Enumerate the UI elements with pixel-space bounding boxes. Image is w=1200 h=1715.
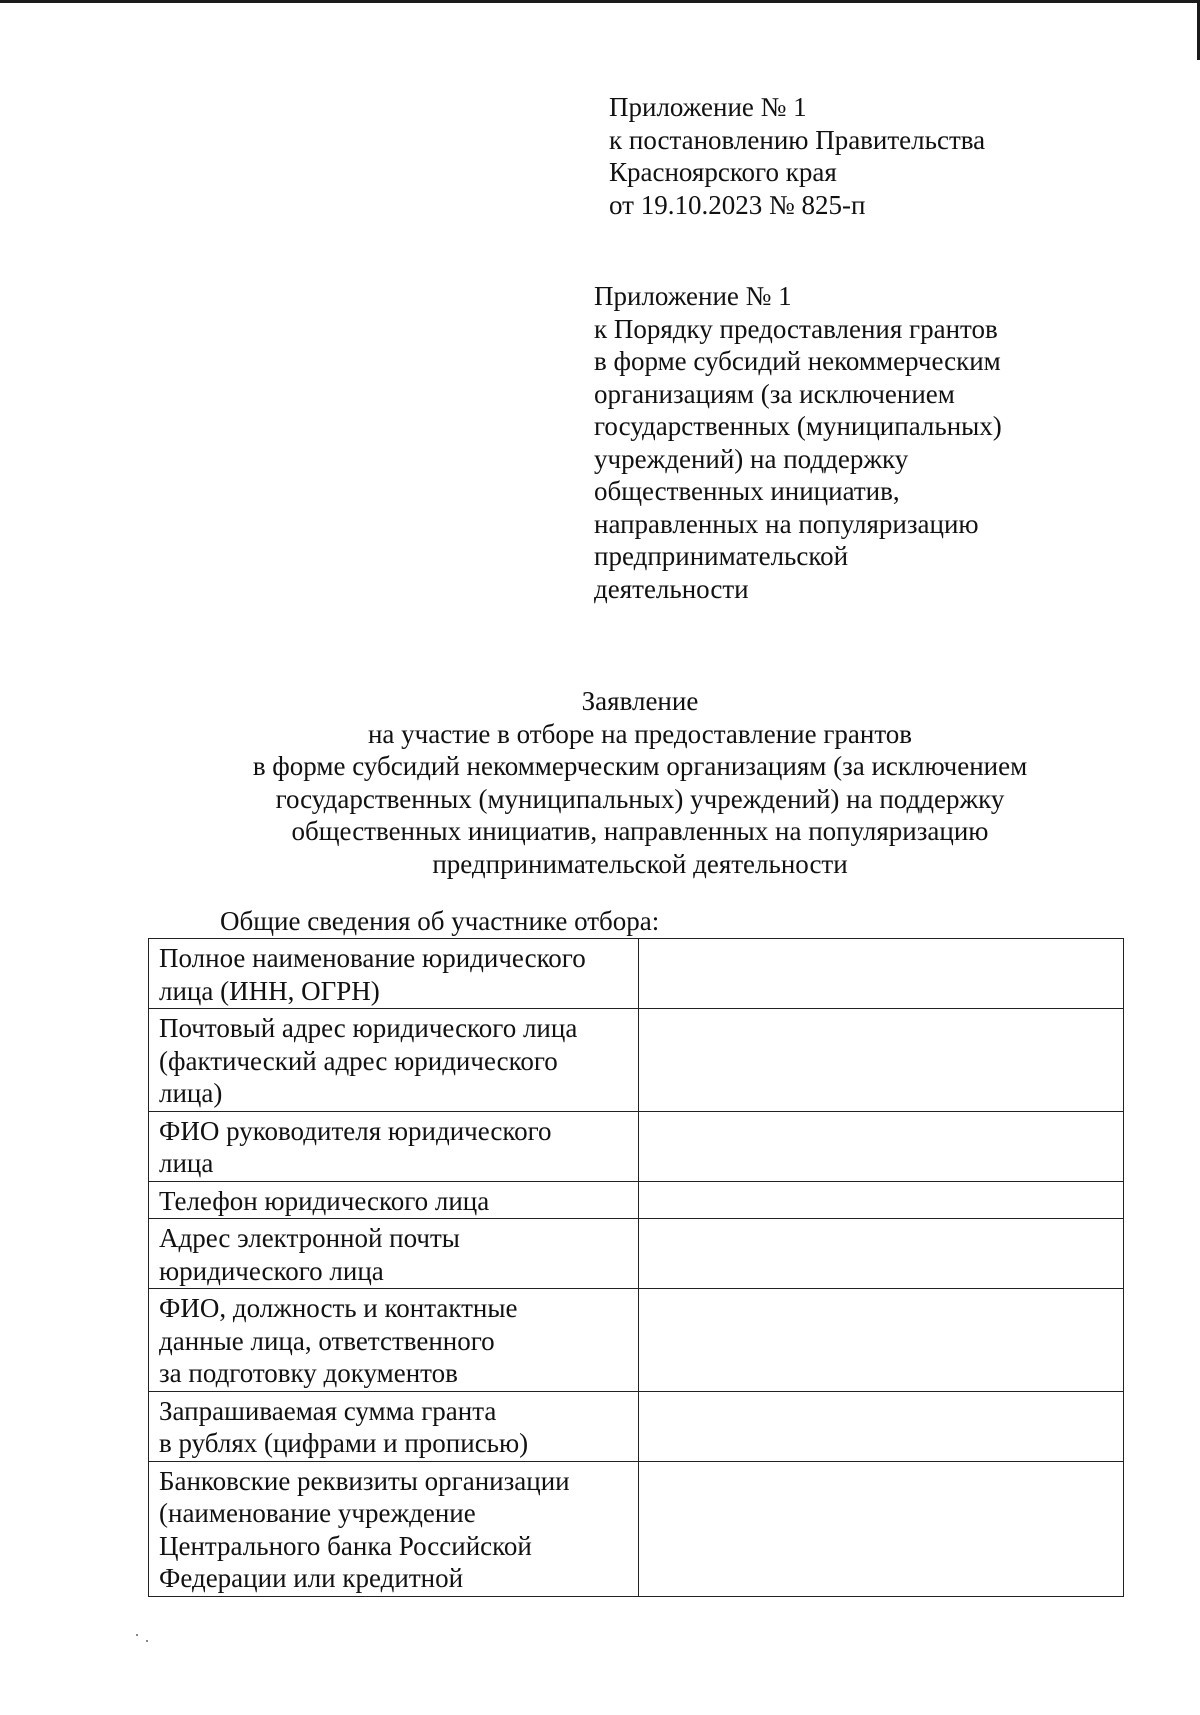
row-value-bank-details[interactable] <box>639 1461 1124 1596</box>
table-row <box>149 1391 1124 1461</box>
row-value-grant-amount[interactable] <box>639 1391 1124 1461</box>
row-label-grant-amount <box>149 1391 639 1461</box>
attachment-order-line: общественных инициатив, <box>594 476 900 506</box>
attachment-order-line: к Порядку предоставления грантов <box>594 313 998 344</box>
label-line: Полное наименование юридического <box>159 943 586 973</box>
attachment-order-line: предпринимательской <box>594 541 849 571</box>
title-line: Заявление <box>581 686 699 716</box>
label-line: ФИО, должность и контактные <box>159 1293 518 1323</box>
table-row <box>149 1461 1124 1596</box>
row-value-director-name[interactable] <box>639 1111 1124 1181</box>
scan-speck <box>136 1634 138 1636</box>
label-line: Почтовый адрес юридического лица <box>159 1013 578 1043</box>
row-label-phone <box>149 1181 639 1219</box>
label-line: (фактический адрес юридического <box>159 1045 558 1076</box>
label-line: Федерации или кредитной <box>159 1563 464 1593</box>
row-label-postal-address <box>149 1009 639 1112</box>
label-line: данные лица, ответственного <box>159 1325 495 1356</box>
scan-top-edge <box>0 0 1200 3</box>
row-value-postal-address[interactable] <box>639 1009 1124 1112</box>
attachment-order-line: направленных на популяризацию <box>594 508 979 539</box>
label-line: Телефон юридического лица <box>159 1185 490 1216</box>
row-value-full-name[interactable] <box>639 939 1124 1009</box>
label-line: лица) <box>159 1078 223 1108</box>
row-label-full-name <box>149 939 639 1009</box>
document-title <box>150 685 1130 880</box>
attachment-order-line: в форме субсидий некоммерческим <box>594 346 1001 376</box>
attachment-govt-line: Красноярского края <box>609 157 837 187</box>
table-row <box>149 1181 1124 1219</box>
participant-info-table <box>148 938 1124 1597</box>
attachment-govt-line: Приложение № 1 <box>609 92 807 122</box>
label-line: лица (ИНН, ОГРН) <box>159 975 380 1006</box>
title-line: в форме субсидий некоммерческим организациям (за исключением <box>252 751 1028 781</box>
table-row <box>149 1219 1124 1289</box>
label-line: Центрального банка Российской <box>159 1530 532 1561</box>
title-line: на участие в отборе на предоставление грантов <box>367 718 913 749</box>
attachment-order-line: Приложение № 1 <box>594 281 792 311</box>
row-value-email[interactable] <box>639 1219 1124 1289</box>
label-line: в рублях (цифрами и прописью) <box>159 1428 529 1458</box>
attachment-order-line: учреждений) на поддержку <box>594 443 909 474</box>
scan-speck <box>146 1640 148 1642</box>
title-line: общественных инициатив, направленных на популяризацию <box>291 816 989 846</box>
label-line: лица <box>159 1148 214 1178</box>
label-line: ФИО руководителя юридического <box>159 1115 552 1146</box>
table-row <box>149 939 1124 1009</box>
label-line: (наименование учреждение <box>159 1498 476 1528</box>
label-line: Запрашиваемая сумма гранта <box>159 1395 497 1426</box>
table-row <box>149 1009 1124 1112</box>
attachment-order-line: государственных (муниципальных) <box>594 411 1002 441</box>
row-value-phone[interactable] <box>639 1181 1124 1219</box>
row-label-director-name <box>149 1111 639 1181</box>
label-line: за подготовку документов <box>159 1358 458 1388</box>
title-line: государственных (муниципальных) учреждений) на поддержку <box>275 783 1005 814</box>
row-label-bank-details <box>149 1461 639 1596</box>
attachment-header-government-resolution <box>609 91 985 221</box>
section-caption: Общие сведения об участнике отбора: <box>220 906 660 936</box>
row-label-responsible-person <box>149 1289 639 1392</box>
title-line: предпринимательской деятельности <box>432 848 848 879</box>
attachment-header-grant-order <box>594 280 1002 605</box>
label-line: Адрес электронной почты <box>159 1223 460 1253</box>
table-row <box>149 1111 1124 1181</box>
label-line: Банковские реквизиты организации <box>159 1465 570 1496</box>
attachment-order-line: деятельности <box>594 573 749 604</box>
row-value-responsible-person[interactable] <box>639 1289 1124 1392</box>
attachment-govt-line: к постановлению Правительства <box>609 124 986 155</box>
table-row <box>149 1289 1124 1392</box>
row-label-email <box>149 1219 639 1289</box>
label-line: юридического лица <box>159 1255 384 1286</box>
attachment-order-line: организациям (за исключением <box>594 378 955 409</box>
attachment-govt-line: от 19.10.2023 № 825-п <box>609 189 866 220</box>
